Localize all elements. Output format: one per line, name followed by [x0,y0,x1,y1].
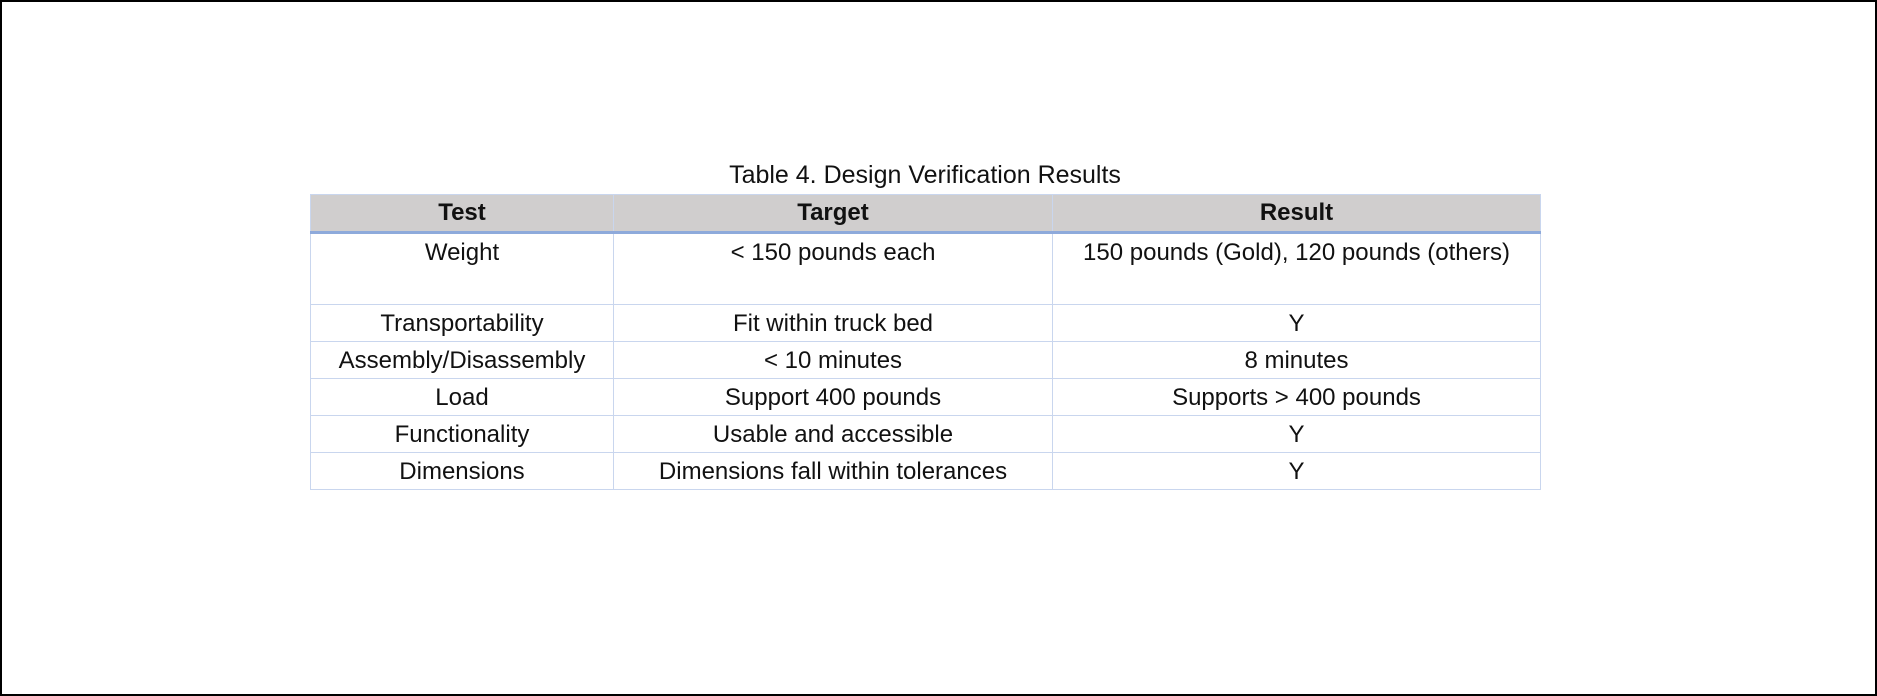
table-row [311,305,1541,342]
table-caption: Table 4. Design Verification Results [729,161,1121,189]
cell-target: Usable and accessible [614,416,1053,453]
cell-result: 8 minutes [1053,342,1541,379]
cell-test: Dimensions [311,453,614,490]
cell-test: Weight [311,233,614,305]
cell-target: Dimensions fall within tolerances [614,453,1053,490]
cell-target: < 150 pounds each [614,233,1053,305]
cell-result: Supports > 400 pounds [1053,379,1541,416]
header-result: Result [1053,195,1541,233]
table-row [311,342,1541,379]
cell-result: 150 pounds (Gold), 120 pounds (others) [1053,233,1541,305]
cell-test: Assembly/Disassembly [311,342,614,379]
cell-test: Functionality [311,416,614,453]
verification-results-table [310,194,1541,490]
cell-target: Support 400 pounds [614,379,1053,416]
table-row [311,379,1541,416]
header-test: Test [311,195,614,233]
cell-target: < 10 minutes [614,342,1053,379]
header-row [311,195,1541,233]
header-target: Target [614,195,1053,233]
cell-result: Y [1053,453,1541,490]
table-row [311,233,1541,305]
table-row [311,416,1541,453]
cell-target: Fit within truck bed [614,305,1053,342]
cell-test: Transportability [311,305,614,342]
table-row [311,453,1541,490]
cell-result: Y [1053,416,1541,453]
cell-test: Load [311,379,614,416]
cell-result: Y [1053,305,1541,342]
